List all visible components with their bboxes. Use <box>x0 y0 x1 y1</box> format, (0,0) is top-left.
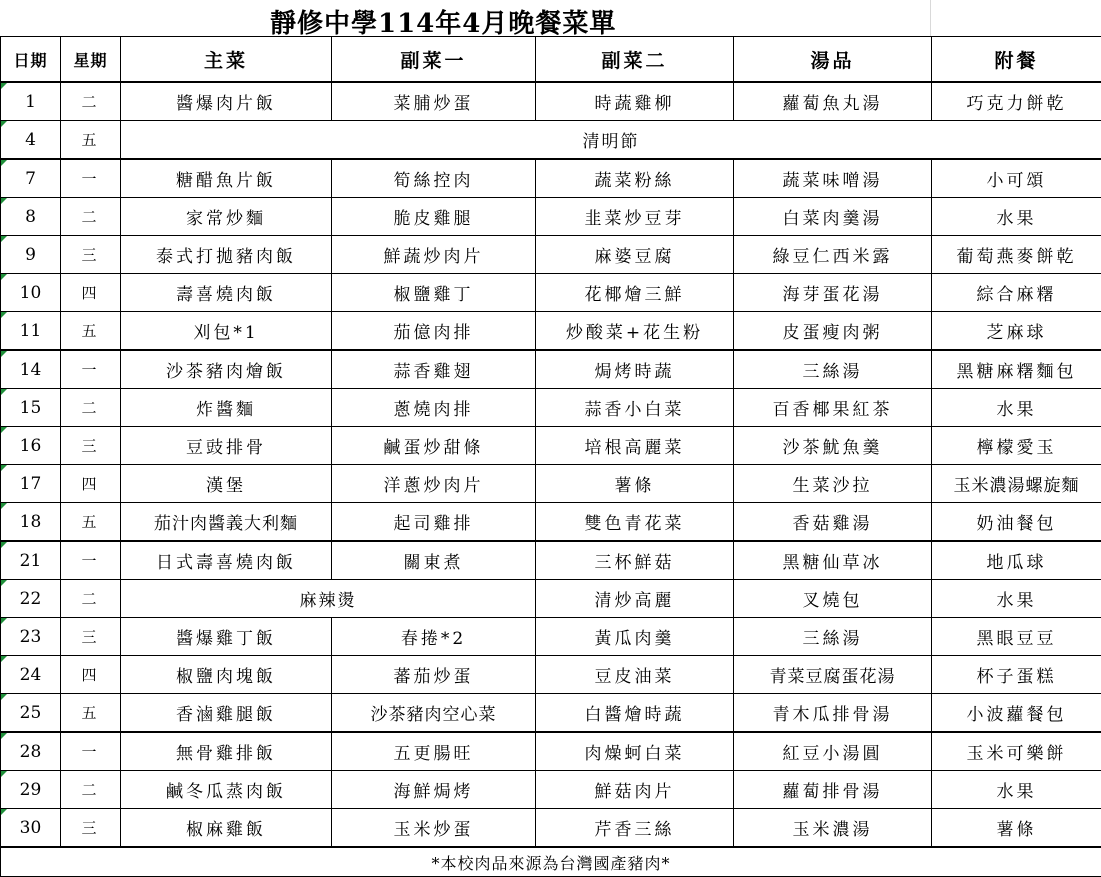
soup-cell: 皮蛋瘦肉粥 <box>734 312 932 351</box>
table-row <box>1 503 1101 542</box>
date-cell: 1 <box>1 82 61 121</box>
date-cell: 28 <box>1 732 61 771</box>
table-row <box>1 541 1101 580</box>
weekday-cell: 三 <box>61 236 121 274</box>
date-cell: 30 <box>1 809 61 848</box>
side-dish-2-cell: 豆皮油菜 <box>536 656 734 694</box>
side-dish-1-cell: 椒鹽雞丁 <box>332 274 536 312</box>
table-row <box>1 389 1101 427</box>
side-dish-1-cell: 蔥燒肉排 <box>332 389 536 427</box>
extra-cell: 玉米可樂餅 <box>932 732 1101 771</box>
main-dish-cell: 漢堡 <box>121 465 332 503</box>
weekday-cell: 四 <box>61 274 121 312</box>
table-row <box>1 656 1101 694</box>
soup-cell: 海芽蛋花湯 <box>734 274 932 312</box>
weekday-cell: 五 <box>61 312 121 351</box>
side-dish-2-cell: 韭菜炒豆芽 <box>536 198 734 236</box>
side-dish-1-cell: 脆皮雞腿 <box>332 198 536 236</box>
side-dish-2-cell: 清炒高麗 <box>536 580 734 618</box>
side-dish-1-cell: 菜脯炒蛋 <box>332 82 536 121</box>
soup-cell: 沙茶魷魚羹 <box>734 427 932 465</box>
weekday-cell: 五 <box>61 121 121 160</box>
side-dish-1-cell: 鹹蛋炒甜條 <box>332 427 536 465</box>
date-cell: 24 <box>1 656 61 694</box>
extra-cell: 水果 <box>932 198 1101 236</box>
extra-cell: 黑眼豆豆 <box>932 618 1101 656</box>
main-dish-cell: 香滷雞腿飯 <box>121 694 332 733</box>
main-dish-cell: 泰式打拋豬肉飯 <box>121 236 332 274</box>
extra-cell: 綜合麻糬 <box>932 274 1101 312</box>
date-cell: 4 <box>1 121 61 160</box>
cell-gridline <box>930 0 931 36</box>
weekday-cell: 一 <box>61 541 121 580</box>
main-dish-cell: 炸醬麵 <box>121 389 332 427</box>
main-dish-cell: 糖醋魚片飯 <box>121 159 332 198</box>
table-row <box>1 198 1101 236</box>
weekday-cell: 四 <box>61 465 121 503</box>
main-dish-cell: 醬爆雞丁飯 <box>121 618 332 656</box>
side-dish-1-cell: 茄億肉排 <box>332 312 536 351</box>
soup-cell: 紅豆小湯圓 <box>734 732 932 771</box>
soup-cell: 白菜肉羹湯 <box>734 198 932 236</box>
header-date: 日期 <box>1 37 61 83</box>
side-dish-2-cell: 鮮菇肉片 <box>536 771 734 809</box>
date-cell: 10 <box>1 274 61 312</box>
soup-cell: 蘿蔔魚丸湯 <box>734 82 932 121</box>
main-dish-cell: 日式壽喜燒肉飯 <box>121 541 332 580</box>
extra-cell: 芝麻球 <box>932 312 1101 351</box>
main-dish-cell: 椒麻雞飯 <box>121 809 332 848</box>
soup-cell: 黑糖仙草冰 <box>734 541 932 580</box>
table-row <box>1 350 1101 389</box>
date-cell: 16 <box>1 427 61 465</box>
date-cell: 15 <box>1 389 61 427</box>
side-dish-1-cell: 玉米炒蛋 <box>332 809 536 848</box>
soup-cell: 青菜豆腐蛋花湯 <box>734 656 932 694</box>
side-dish-2-cell: 三杯鮮菇 <box>536 541 734 580</box>
soup-cell: 青木瓜排骨湯 <box>734 694 932 733</box>
side-dish-2-cell: 黃瓜肉羹 <box>536 618 734 656</box>
holiday-cell: 清明節 <box>121 121 1101 160</box>
extra-cell: 水果 <box>932 389 1101 427</box>
main-dish-cell: 沙茶豬肉燴飯 <box>121 350 332 389</box>
soup-cell: 香菇雞湯 <box>734 503 932 542</box>
extra-cell: 檸檬愛玉 <box>932 427 1101 465</box>
soup-cell: 叉燒包 <box>734 580 932 618</box>
header-side1: 副菜一 <box>332 37 536 83</box>
date-cell: 18 <box>1 503 61 542</box>
weekday-cell: 四 <box>61 656 121 694</box>
main-dish-cell: 刈包*1 <box>121 312 332 351</box>
table-row <box>1 732 1101 771</box>
main-dish-cell: 茄汁肉醬義大利麵 <box>121 503 332 542</box>
soup-cell: 玉米濃湯 <box>734 809 932 848</box>
title-row <box>0 0 1101 36</box>
weekday-cell: 一 <box>61 732 121 771</box>
extra-cell: 水果 <box>932 771 1101 809</box>
side-dish-1-cell: 洋蔥炒肉片 <box>332 465 536 503</box>
table-row <box>1 427 1101 465</box>
side-dish-2-cell: 麻婆豆腐 <box>536 236 734 274</box>
side-dish-1-cell: 沙茶豬肉空心菜 <box>332 694 536 733</box>
extra-cell: 小可頌 <box>932 159 1101 198</box>
main-dish-cell: 壽喜燒肉飯 <box>121 274 332 312</box>
header-soup: 湯品 <box>734 37 932 83</box>
header-weekday: 星期 <box>61 37 121 83</box>
weekday-cell: 一 <box>61 159 121 198</box>
date-cell: 22 <box>1 580 61 618</box>
weekday-cell: 三 <box>61 618 121 656</box>
side-dish-1-cell: 蕃茄炒蛋 <box>332 656 536 694</box>
extra-cell: 地瓜球 <box>932 541 1101 580</box>
side-dish-2-cell: 芹香三絲 <box>536 809 734 848</box>
extra-cell: 水果 <box>932 580 1101 618</box>
side-dish-1-cell: 蒜香雞翅 <box>332 350 536 389</box>
side-dish-2-cell: 蔬菜粉絲 <box>536 159 734 198</box>
soup-cell: 蔬菜味噌湯 <box>734 159 932 198</box>
table-row <box>1 274 1101 312</box>
side-dish-1-cell: 五更腸旺 <box>332 732 536 771</box>
weekday-cell: 一 <box>61 350 121 389</box>
table-row <box>1 618 1101 656</box>
extra-cell: 葡萄燕麥餅乾 <box>932 236 1101 274</box>
date-cell: 25 <box>1 694 61 733</box>
main-dish-cell: 椒鹽肉塊飯 <box>121 656 332 694</box>
weekday-cell: 二 <box>61 580 121 618</box>
side-dish-1-cell: 筍絲控肉 <box>332 159 536 198</box>
main-dish-cell: 無骨雞排飯 <box>121 732 332 771</box>
extra-cell: 玉米濃湯螺旋麵 <box>932 465 1101 503</box>
side-dish-1-cell: 起司雞排 <box>332 503 536 542</box>
soup-cell: 三絲湯 <box>734 618 932 656</box>
weekday-cell: 三 <box>61 809 121 848</box>
date-cell: 23 <box>1 618 61 656</box>
side-dish-1-cell: 海鮮焗烤 <box>332 771 536 809</box>
soup-cell: 百香椰果紅茶 <box>734 389 932 427</box>
side-dish-2-cell: 薯條 <box>536 465 734 503</box>
soup-cell: 三絲湯 <box>734 350 932 389</box>
page-title: 靜修中學114年4月晚餐菜單 <box>270 3 616 40</box>
table-row <box>1 312 1101 351</box>
date-cell: 9 <box>1 236 61 274</box>
table-row <box>1 159 1101 198</box>
main-dish-merged-cell: 麻辣燙 <box>121 580 536 618</box>
extra-cell: 巧克力餅乾 <box>932 82 1101 121</box>
extra-cell: 杯子蛋糕 <box>932 656 1101 694</box>
soup-cell: 蘿蔔排骨湯 <box>734 771 932 809</box>
side-dish-2-cell: 白醬燴時蔬 <box>536 694 734 733</box>
table-row <box>1 236 1101 274</box>
weekday-cell: 五 <box>61 503 121 542</box>
header-side2: 副菜二 <box>536 37 734 83</box>
date-cell: 11 <box>1 312 61 351</box>
weekday-cell: 二 <box>61 389 121 427</box>
table-row <box>1 121 1101 160</box>
extra-cell: 奶油餐包 <box>932 503 1101 542</box>
soup-cell: 綠豆仁西米露 <box>734 236 932 274</box>
extra-cell: 薯條 <box>932 809 1101 848</box>
table-row <box>1 465 1101 503</box>
meat-origin-note: *本校肉品來源為台灣國產豬肉* <box>1 847 1101 877</box>
extra-cell: 黑糖麻糬麵包 <box>932 350 1101 389</box>
weekday-cell: 二 <box>61 198 121 236</box>
date-cell: 21 <box>1 541 61 580</box>
side-dish-2-cell: 時蔬雞柳 <box>536 82 734 121</box>
date-cell: 14 <box>1 350 61 389</box>
extra-cell: 小波蘿餐包 <box>932 694 1101 733</box>
date-cell: 29 <box>1 771 61 809</box>
side-dish-2-cell: 培根高麗菜 <box>536 427 734 465</box>
header-row <box>1 37 1101 83</box>
menu-table <box>0 36 1101 877</box>
footer-row <box>1 847 1101 877</box>
date-cell: 8 <box>1 198 61 236</box>
main-dish-cell: 醬爆肉片飯 <box>121 82 332 121</box>
weekday-cell: 三 <box>61 427 121 465</box>
side-dish-2-cell: 炒酸菜+花生粉 <box>536 312 734 351</box>
soup-cell: 生菜沙拉 <box>734 465 932 503</box>
side-dish-1-cell: 關東煮 <box>332 541 536 580</box>
main-dish-cell: 鹹冬瓜蒸肉飯 <box>121 771 332 809</box>
side-dish-2-cell: 焗烤時蔬 <box>536 350 734 389</box>
date-cell: 7 <box>1 159 61 198</box>
table-row <box>1 694 1101 733</box>
side-dish-2-cell: 雙色青花菜 <box>536 503 734 542</box>
table-row <box>1 809 1101 848</box>
main-dish-cell: 家常炒麵 <box>121 198 332 236</box>
weekday-cell: 五 <box>61 694 121 733</box>
side-dish-2-cell: 蒜香小白菜 <box>536 389 734 427</box>
header-extra: 附餐 <box>932 37 1101 83</box>
main-dish-cell: 豆豉排骨 <box>121 427 332 465</box>
table-row <box>1 771 1101 809</box>
header-main: 主菜 <box>121 37 332 83</box>
side-dish-1-cell: 春捲*2 <box>332 618 536 656</box>
side-dish-2-cell: 肉燥蚵白菜 <box>536 732 734 771</box>
side-dish-2-cell: 花椰燴三鮮 <box>536 274 734 312</box>
weekday-cell: 二 <box>61 771 121 809</box>
table-row <box>1 82 1101 121</box>
date-cell: 17 <box>1 465 61 503</box>
table-row <box>1 580 1101 618</box>
side-dish-1-cell: 鮮蔬炒肉片 <box>332 236 536 274</box>
weekday-cell: 二 <box>61 82 121 121</box>
